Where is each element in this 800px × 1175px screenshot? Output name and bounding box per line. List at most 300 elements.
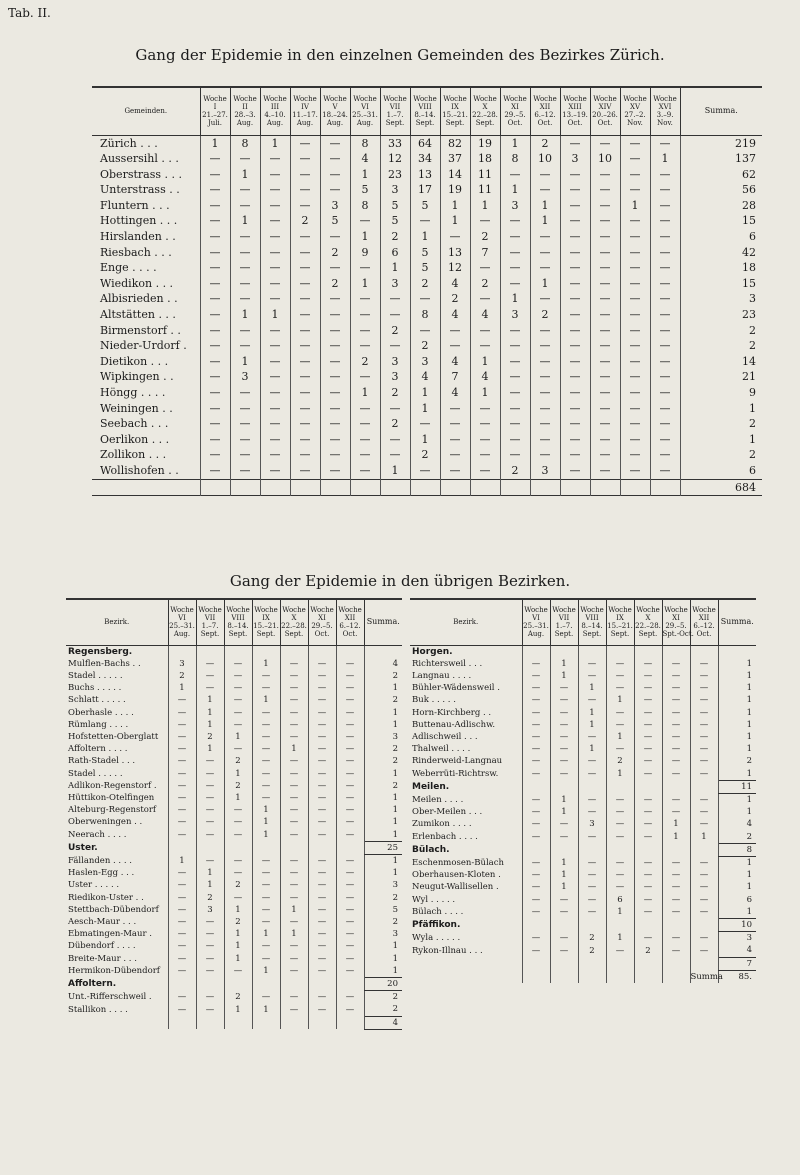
value-cell: —: [440, 416, 470, 432]
empty-cell: [500, 479, 530, 496]
value-cell: —: [168, 829, 196, 842]
empty-cell: [252, 977, 280, 990]
empty-cell: [224, 645, 252, 658]
value-cell: —: [380, 307, 410, 323]
value-cell: —: [350, 416, 380, 432]
value-cell: —: [578, 831, 606, 844]
value-cell: —: [320, 432, 350, 448]
value-cell: —: [522, 707, 550, 719]
sum-cell: 1: [364, 768, 402, 780]
value-cell: 1: [500, 291, 530, 307]
value-cell: —: [200, 276, 230, 292]
value-cell: —: [200, 229, 230, 245]
place-name: Oberhasle . . . .: [68, 707, 134, 718]
value-cell: —: [290, 369, 320, 385]
value-cell: 4: [410, 369, 440, 385]
value-cell: —: [168, 991, 196, 1004]
value-cell: —: [320, 354, 350, 370]
value-cell: —: [690, 869, 718, 881]
value-cell: —: [320, 151, 350, 167]
value-cell: —: [320, 323, 350, 339]
week-header-line: VI: [532, 614, 540, 623]
value-cell: —: [550, 894, 578, 906]
place-name: Eschenmosen-Bülach: [412, 857, 504, 868]
empty-cell: [280, 1016, 308, 1029]
value-cell: —: [260, 432, 290, 448]
value-cell: —: [336, 755, 364, 767]
value-cell: 1: [350, 229, 380, 245]
place-name: Rykon-Illnau . . .: [412, 945, 483, 956]
name-cell: [410, 957, 522, 970]
empty-cell: [168, 977, 196, 990]
right-week-header: [578, 599, 606, 645]
value-cell: 5: [410, 260, 440, 276]
district-subtotal: 7: [718, 957, 756, 970]
empty-cell: [200, 479, 230, 496]
value-cell: 1: [224, 731, 252, 743]
week-header-line: 1.–7.: [555, 622, 573, 631]
value-cell: —: [280, 965, 308, 978]
value-cell: —: [380, 432, 410, 448]
value-cell: —: [280, 991, 308, 1004]
value-cell: 2: [320, 245, 350, 261]
table-row: [66, 1003, 402, 1016]
value-cell: —: [168, 892, 196, 904]
value-cell: 1: [224, 1003, 252, 1016]
value-cell: —: [410, 213, 440, 229]
value-cell: —: [650, 260, 680, 276]
value-cell: —: [620, 385, 650, 401]
sum-cell: 1: [364, 719, 402, 731]
value-cell: —: [578, 731, 606, 743]
value-cell: —: [230, 260, 260, 276]
value-cell: —: [550, 906, 578, 919]
value-cell: 3: [500, 198, 530, 214]
table-row: [66, 904, 402, 916]
value-cell: —: [336, 892, 364, 904]
municipality-name: Aussersihl . . .: [100, 152, 179, 166]
value-cell: —: [530, 432, 560, 448]
value-cell: —: [196, 755, 224, 767]
value-cell: —: [470, 260, 500, 276]
empty-cell: [606, 970, 634, 983]
value-cell: —: [530, 182, 560, 198]
table-row: [410, 894, 756, 906]
right-week-header: [662, 599, 694, 645]
value-cell: —: [350, 260, 380, 276]
week-header-line: Woche: [524, 606, 548, 615]
sum-header: Summa.: [718, 599, 756, 645]
sum-cell: 3: [718, 932, 756, 945]
sum-cell: 1: [718, 869, 756, 881]
value-cell: —: [500, 369, 530, 385]
value-cell: —: [350, 369, 380, 385]
value-cell: —: [550, 831, 578, 844]
table-row: [66, 928, 402, 940]
value-cell: —: [620, 182, 650, 198]
sum-cell: 2: [364, 991, 402, 1004]
place-name: Meilen . . . .: [412, 794, 464, 805]
value-cell: —: [410, 291, 440, 307]
value-cell: —: [500, 229, 530, 245]
value-cell: 1: [224, 953, 252, 965]
zurich-week-header: [650, 87, 680, 135]
value-cell: —: [620, 432, 650, 448]
value-cell: —: [410, 416, 440, 432]
empty-cell: [336, 841, 364, 854]
value-cell: 1: [606, 906, 634, 919]
value-cell: —: [650, 385, 680, 401]
value-cell: —: [578, 793, 606, 806]
value-cell: —: [690, 793, 718, 806]
value-cell: —: [224, 965, 252, 978]
value-cell: 1: [606, 731, 634, 743]
empty-cell: [634, 645, 662, 658]
value-cell: 8: [410, 307, 440, 323]
week-header-line: Woche: [653, 95, 677, 104]
value-cell: —: [336, 854, 364, 867]
value-cell: 33: [380, 135, 410, 151]
value-cell: —: [522, 944, 550, 957]
value-cell: —: [200, 151, 230, 167]
empty-cell: [230, 479, 260, 496]
value-cell: —: [336, 768, 364, 780]
value-cell: —: [290, 323, 320, 339]
place-name: Affoltern . . . .: [68, 744, 128, 755]
value-cell: —: [620, 447, 650, 463]
empty-cell: [196, 977, 224, 990]
district-subtotal: 11: [718, 780, 756, 793]
value-cell: —: [522, 793, 550, 806]
value-cell: —: [224, 694, 252, 706]
week-header-line: Oct.: [696, 630, 712, 639]
value-cell: —: [224, 743, 252, 755]
value-cell: —: [252, 755, 280, 767]
value-cell: —: [260, 447, 290, 463]
value-cell: —: [200, 182, 230, 198]
week-header-line: VII: [558, 614, 570, 623]
value-cell: —: [308, 743, 336, 755]
week-header-line: Woche: [233, 95, 257, 104]
week-header-line: Sept.: [610, 630, 630, 639]
value-cell: —: [606, 806, 634, 818]
empty-cell: [550, 780, 578, 793]
week-header-line: Woche: [293, 95, 317, 104]
value-cell: 1: [224, 904, 252, 916]
empty-cell: [252, 841, 280, 854]
value-cell: —: [230, 401, 260, 417]
value-cell: —: [590, 260, 620, 276]
week-header-line: XI: [511, 103, 519, 112]
value-cell: 2: [380, 229, 410, 245]
week-header-line: II: [242, 103, 248, 112]
value-cell: —: [320, 182, 350, 198]
district-heading: Affoltern.: [68, 978, 117, 989]
place-name: Uster . . . . .: [68, 880, 120, 891]
value-cell: —: [336, 792, 364, 804]
value-cell: —: [650, 354, 680, 370]
value-cell: —: [260, 385, 290, 401]
week-header-line: Aug.: [236, 119, 254, 128]
value-cell: —: [308, 707, 336, 719]
value-cell: 1: [280, 743, 308, 755]
value-cell: 2: [350, 354, 380, 370]
value-cell: —: [620, 307, 650, 323]
value-cell: —: [578, 806, 606, 818]
week-header-line: 15.–21.: [253, 622, 279, 631]
table-row: [410, 843, 756, 856]
table-row: [66, 940, 402, 952]
sum-cell: 2: [680, 338, 762, 354]
value-cell: 13: [440, 245, 470, 261]
value-cell: —: [320, 291, 350, 307]
grand-total: 684: [680, 479, 762, 496]
zurich-week-header: [560, 87, 590, 135]
value-cell: —: [470, 213, 500, 229]
left-week-header: [196, 599, 224, 645]
value-cell: —: [230, 198, 260, 214]
zurich-week-header: [230, 87, 260, 135]
table-row: [66, 804, 402, 816]
district-heading: Horgen.: [412, 646, 453, 657]
value-cell: —: [662, 894, 690, 906]
value-cell: —: [662, 707, 690, 719]
sum-header: Summa.: [364, 599, 402, 645]
value-cell: 2: [410, 338, 440, 354]
value-cell: —: [634, 694, 662, 706]
value-cell: —: [168, 755, 196, 767]
value-cell: 8: [350, 135, 380, 151]
right-week-header: [550, 599, 578, 645]
value-cell: —: [634, 906, 662, 919]
value-cell: 1: [410, 229, 440, 245]
place-name: Haslen-Egg . . .: [68, 868, 135, 879]
sum-cell: 3: [364, 879, 402, 891]
value-cell: —: [230, 291, 260, 307]
value-cell: 2: [290, 213, 320, 229]
table-row: [410, 658, 756, 670]
value-cell: 1: [224, 768, 252, 780]
left-week-header: [308, 599, 336, 645]
week-header-line: VI: [178, 614, 186, 623]
week-header-line: Woche: [263, 95, 287, 104]
value-cell: —: [308, 804, 336, 816]
value-cell: 1: [550, 806, 578, 818]
value-cell: —: [650, 369, 680, 385]
value-cell: —: [336, 707, 364, 719]
value-cell: —: [620, 369, 650, 385]
value-cell: —: [690, 682, 718, 694]
sum-cell: 1: [364, 867, 402, 879]
value-cell: —: [650, 323, 680, 339]
value-cell: —: [590, 213, 620, 229]
municipality-name: Wiedikon . . .: [100, 276, 174, 290]
value-cell: —: [290, 432, 320, 448]
value-cell: 2: [224, 780, 252, 792]
value-cell: —: [500, 276, 530, 292]
value-cell: 2: [380, 323, 410, 339]
place-name: Neerach . . . .: [68, 829, 127, 840]
value-cell: —: [522, 694, 550, 706]
value-cell: —: [530, 354, 560, 370]
value-cell: 1: [380, 260, 410, 276]
value-cell: —: [530, 229, 560, 245]
value-cell: 1: [230, 354, 260, 370]
empty-cell: [550, 918, 578, 931]
value-cell: —: [200, 260, 230, 276]
value-cell: —: [260, 463, 290, 479]
empty-cell: [690, 645, 718, 658]
value-cell: —: [320, 260, 350, 276]
value-cell: —: [550, 755, 578, 767]
sum-cell: 2: [364, 780, 402, 792]
value-cell: 2: [470, 229, 500, 245]
value-cell: —: [530, 260, 560, 276]
municipality-name: Albisrieden . .: [100, 292, 178, 306]
value-cell: —: [252, 854, 280, 867]
value-cell: —: [470, 432, 500, 448]
value-cell: —: [578, 881, 606, 893]
value-cell: —: [290, 354, 320, 370]
value-cell: —: [650, 401, 680, 417]
value-cell: 1: [550, 658, 578, 670]
sum-cell: 1: [718, 658, 756, 670]
place-name: Hüttikon-Otelfingen: [68, 792, 155, 803]
sum-cell: 2: [364, 743, 402, 755]
week-header-line: Sept.: [200, 630, 220, 639]
empty-cell: [336, 645, 364, 658]
value-cell: 1: [196, 867, 224, 879]
week-header-line: 6.–12.: [534, 111, 556, 120]
value-cell: 4: [440, 385, 470, 401]
place-name: Oberhausen-Kloten .: [412, 870, 501, 881]
zurich-week-header: [470, 87, 500, 135]
value-cell: —: [560, 432, 590, 448]
zurich-week-header: [260, 87, 290, 135]
week-header-line: 13.–19.: [562, 111, 588, 120]
value-cell: —: [196, 658, 224, 670]
value-cell: —: [290, 291, 320, 307]
total-row: [92, 479, 762, 496]
sum-cell: 15: [680, 276, 762, 292]
empty-cell: [168, 841, 196, 854]
value-cell: —: [280, 867, 308, 879]
empty-cell: [662, 918, 690, 931]
value-cell: 1: [230, 213, 260, 229]
place-name: Oberweningen . .: [68, 817, 143, 828]
value-cell: —: [280, 768, 308, 780]
municipality-name: Enge . . . .: [100, 261, 157, 275]
value-cell: 11: [470, 167, 500, 183]
sum-cell: 6: [680, 463, 762, 479]
week-header-line: 29.–5.: [504, 111, 526, 120]
zurich-table-header: [92, 87, 762, 135]
week-header-line: Woche: [580, 606, 604, 615]
week-header-line: Sept.: [445, 119, 465, 128]
value-cell: —: [590, 369, 620, 385]
value-cell: —: [280, 953, 308, 965]
week-header-line: Woche: [383, 95, 407, 104]
week-header-line: Woche: [323, 95, 347, 104]
value-cell: 4: [470, 369, 500, 385]
value-cell: —: [168, 879, 196, 891]
value-cell: —: [280, 755, 308, 767]
empty-cell: [410, 479, 440, 496]
value-cell: —: [620, 276, 650, 292]
week-header-line: VI: [361, 103, 369, 112]
value-cell: —: [470, 401, 500, 417]
value-cell: —: [530, 323, 560, 339]
value-cell: —: [308, 658, 336, 670]
value-cell: 1: [196, 879, 224, 891]
value-cell: —: [560, 198, 590, 214]
value-cell: 1: [530, 198, 560, 214]
table-row: [66, 854, 402, 867]
sum-cell: 5: [364, 904, 402, 916]
value-cell: —: [690, 906, 718, 919]
week-header-line: Sept.: [638, 630, 658, 639]
value-cell: 37: [440, 151, 470, 167]
value-cell: —: [320, 369, 350, 385]
value-cell: —: [290, 245, 320, 261]
value-cell: —: [590, 167, 620, 183]
week-header-line: 25.–31.: [352, 111, 378, 120]
value-cell: —: [200, 463, 230, 479]
value-cell: 1: [224, 928, 252, 940]
empty-cell: [606, 843, 634, 856]
value-cell: 1: [578, 743, 606, 755]
value-cell: —: [590, 291, 620, 307]
value-cell: 13: [410, 167, 440, 183]
table-row: [92, 291, 762, 307]
value-cell: —: [224, 804, 252, 816]
empty-cell: [662, 957, 690, 970]
value-cell: —: [336, 940, 364, 952]
value-cell: —: [308, 916, 336, 928]
value-cell: 64: [410, 135, 440, 151]
sum-cell: 1: [718, 670, 756, 682]
value-cell: —: [662, 658, 690, 670]
value-cell: —: [224, 682, 252, 694]
value-cell: —: [550, 743, 578, 755]
table-row: [92, 182, 762, 198]
week-header-line: Nov.: [657, 119, 673, 128]
value-cell: —: [550, 694, 578, 706]
value-cell: —: [606, 818, 634, 830]
value-cell: 1: [252, 965, 280, 978]
value-cell: —: [168, 867, 196, 879]
value-cell: 2: [634, 944, 662, 957]
value-cell: —: [410, 463, 440, 479]
value-cell: —: [336, 731, 364, 743]
place-name: Neugut-Wallisellen .: [412, 882, 499, 893]
value-cell: —: [260, 401, 290, 417]
value-cell: —: [590, 354, 620, 370]
week-header-line: 25.–31.: [523, 622, 549, 631]
week-header-line: V: [332, 103, 338, 112]
value-cell: —: [380, 447, 410, 463]
week-header-line: 8.–14.: [227, 622, 249, 631]
week-header-line: Woche: [623, 95, 647, 104]
value-cell: —: [560, 338, 590, 354]
value-cell: 2: [530, 307, 560, 323]
name-cell: [410, 970, 522, 983]
table-row: [410, 694, 756, 706]
sum-cell: 4: [718, 944, 756, 957]
table-row: [410, 818, 756, 830]
week-header-line: Oct.: [342, 630, 358, 639]
table-row: [410, 881, 756, 893]
